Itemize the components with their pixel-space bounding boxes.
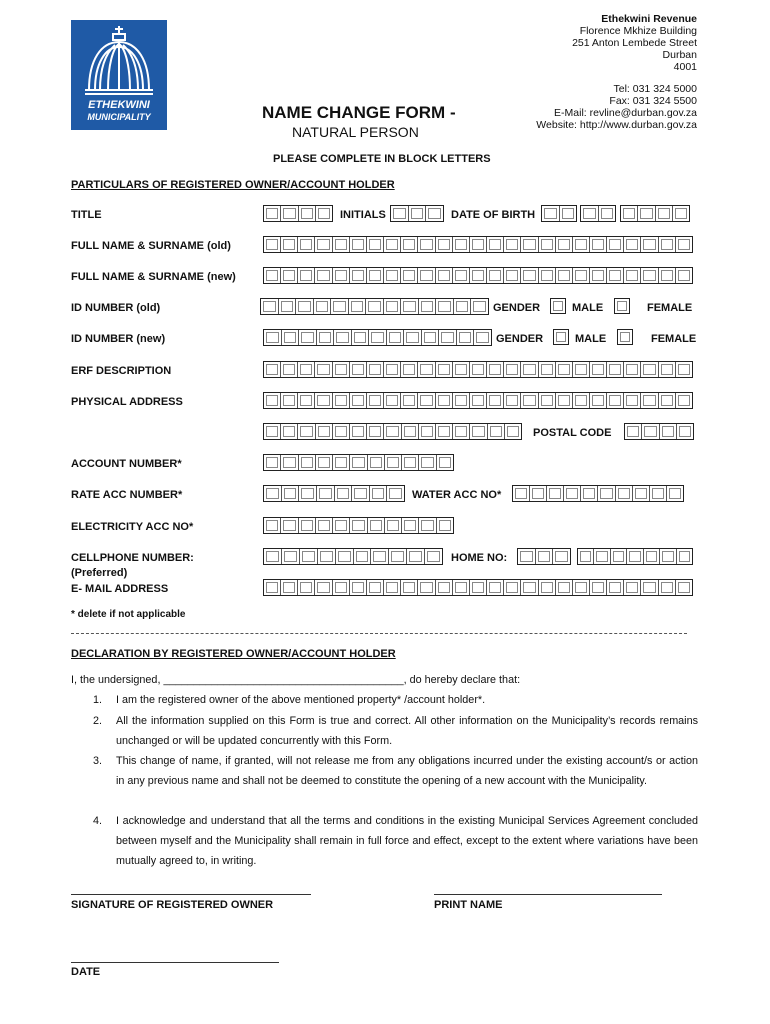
physical-address-boxes-2[interactable] xyxy=(263,423,522,440)
home-no-label: HOME NO: xyxy=(451,552,508,564)
home-number-boxes[interactable] xyxy=(577,548,693,565)
declaration-item: I acknowledge and understand that all the terms and conditions in the existing Municipal Services Agreement concluded between myself and the Municipality shall remain in full force and effect, except to the extent where variations have been mutually agreed to, in writing. xyxy=(116,815,698,867)
account-number-boxes[interactable] xyxy=(263,454,454,471)
address-city: Durban xyxy=(662,49,697,61)
email-label: E- MAIL ADDRESS xyxy=(71,583,169,595)
electricity-acc-boxes[interactable] xyxy=(263,517,454,534)
gender-new-checkbox-1[interactable] xyxy=(553,329,569,345)
email-boxes[interactable] xyxy=(263,579,693,596)
ethekwini-logo xyxy=(71,20,167,130)
dome-emblem-icon xyxy=(71,20,167,98)
logo-text-line1: ETHEKWINI xyxy=(88,99,150,111)
declaration-item-number: 4. xyxy=(93,815,103,827)
contact-tel: Tel: 031 324 5000 xyxy=(613,83,697,95)
rate-acc-label: RATE ACC NUMBER* xyxy=(71,489,183,501)
declaration-item-number: 3. xyxy=(93,755,103,767)
water-acc-label: WATER ACC NO* xyxy=(412,489,502,501)
gender-new-label: GENDER xyxy=(496,333,544,345)
block-letters-instruction: PLEASE COMPLETE IN BLOCK LETTERS xyxy=(273,153,491,165)
date-line[interactable] xyxy=(71,962,279,963)
address-building: Florence Mkhize Building xyxy=(579,25,697,37)
id-new-label: ID NUMBER (new) xyxy=(71,333,166,345)
footnote: * delete if not applicable xyxy=(71,609,186,620)
declaration-item: All the information supplied on this Form is true and correct. All other information on the Municipality’s records remains unchanged or will be updated concurrently with this Form. xyxy=(116,715,698,747)
dob-month-boxes[interactable] xyxy=(580,205,616,222)
declaration-item: I am the registered owner of the above mentioned property* /account holder*. xyxy=(116,694,486,706)
contact-block xyxy=(536,83,697,131)
home-code-boxes[interactable] xyxy=(517,548,571,565)
id-new-boxes[interactable] xyxy=(263,329,492,346)
date-label: DATE xyxy=(71,966,101,978)
logo-text-line2: MUNICIPALITY xyxy=(87,112,151,122)
id-old-boxes[interactable] xyxy=(260,298,489,315)
male-new-checkbox[interactable] xyxy=(617,329,633,345)
declaration-item-number: 1. xyxy=(93,694,103,706)
cellphone-label: CELLPHONE NUMBER: xyxy=(71,552,194,564)
contact-website: Website: http://www.durban.gov.za xyxy=(536,119,697,131)
initials-label: INITIALS xyxy=(340,209,386,221)
address-postcode: 4001 xyxy=(673,61,697,73)
contact-fax: Fax: 031 324 5500 xyxy=(609,95,697,107)
signature-owner-label: SIGNATURE OF REGISTERED OWNER xyxy=(71,899,274,911)
form-subtitle: NATURAL PERSON xyxy=(292,124,419,140)
name-old-boxes[interactable] xyxy=(263,236,693,253)
initials-boxes[interactable] xyxy=(390,205,444,222)
cellphone-preferred-label: (Preferred) xyxy=(71,567,128,579)
dob-day-boxes[interactable] xyxy=(541,205,577,222)
dob-year-boxes[interactable] xyxy=(620,205,690,222)
section-divider xyxy=(71,633,687,634)
gender-old-checkbox-1[interactable] xyxy=(550,298,566,314)
water-acc-boxes[interactable] xyxy=(512,485,684,502)
female-new-label: FEMALE xyxy=(651,333,697,345)
rate-acc-boxes[interactable] xyxy=(263,485,405,502)
print-name-label: PRINT NAME xyxy=(434,899,503,911)
female-old-label: FEMALE xyxy=(647,302,693,314)
declaration-item-number: 2. xyxy=(93,715,103,727)
title-boxes[interactable] xyxy=(263,205,333,222)
name-new-label: FULL NAME & SURNAME (new) xyxy=(71,271,236,283)
postal-code-label: POSTAL CODE xyxy=(533,427,612,439)
contact-email: E-Mail: revline@durban.gov.za xyxy=(554,107,697,119)
physical-address-boxes[interactable] xyxy=(263,392,693,409)
male-old-label: MALE xyxy=(572,302,604,314)
address-street: 251 Anton Lembede Street xyxy=(572,37,697,49)
address-org: Ethekwini Revenue xyxy=(601,13,697,25)
title-label: TITLE xyxy=(71,209,102,221)
form-title: NAME CHANGE FORM - xyxy=(262,103,456,122)
signature-line[interactable] xyxy=(71,894,311,895)
male-old-checkbox[interactable] xyxy=(614,298,630,314)
print-name-line[interactable] xyxy=(434,894,662,895)
erf-label: ERF DESCRIPTION xyxy=(71,365,172,377)
declaration-item: This change of name, if granted, will not release me from any obligations incurred under the existing account/s or action in any previous name and shall not be deemed to constitute the opening of a new account with the Municipality. xyxy=(116,755,698,787)
section-particulars-heading: PARTICULARS OF REGISTERED OWNER/ACCOUNT HOLDER xyxy=(71,179,395,191)
name-old-label: FULL NAME & SURNAME (old) xyxy=(71,240,231,252)
male-new-label: MALE xyxy=(575,333,607,345)
electricity-acc-label: ELECTRICITY ACC NO* xyxy=(71,521,194,533)
name-new-boxes[interactable] xyxy=(263,267,693,284)
section-declaration-heading: DECLARATION BY REGISTERED OWNER/ACCOUNT HOLDER xyxy=(71,648,396,660)
postal-code-boxes[interactable] xyxy=(624,423,694,440)
physical-address-label: PHYSICAL ADDRESS xyxy=(71,396,183,408)
address-block xyxy=(572,13,697,73)
cellphone-boxes[interactable] xyxy=(263,548,443,565)
id-old-label: ID NUMBER (old) xyxy=(71,302,161,314)
account-number-label: ACCOUNT NUMBER* xyxy=(71,458,182,470)
dob-label: DATE OF BIRTH xyxy=(451,209,536,221)
declaration-intro: I, the undersigned, ________________________________________, do hereby declare that: xyxy=(71,674,521,686)
erf-boxes[interactable] xyxy=(263,361,693,378)
gender-old-label: GENDER xyxy=(493,302,541,314)
